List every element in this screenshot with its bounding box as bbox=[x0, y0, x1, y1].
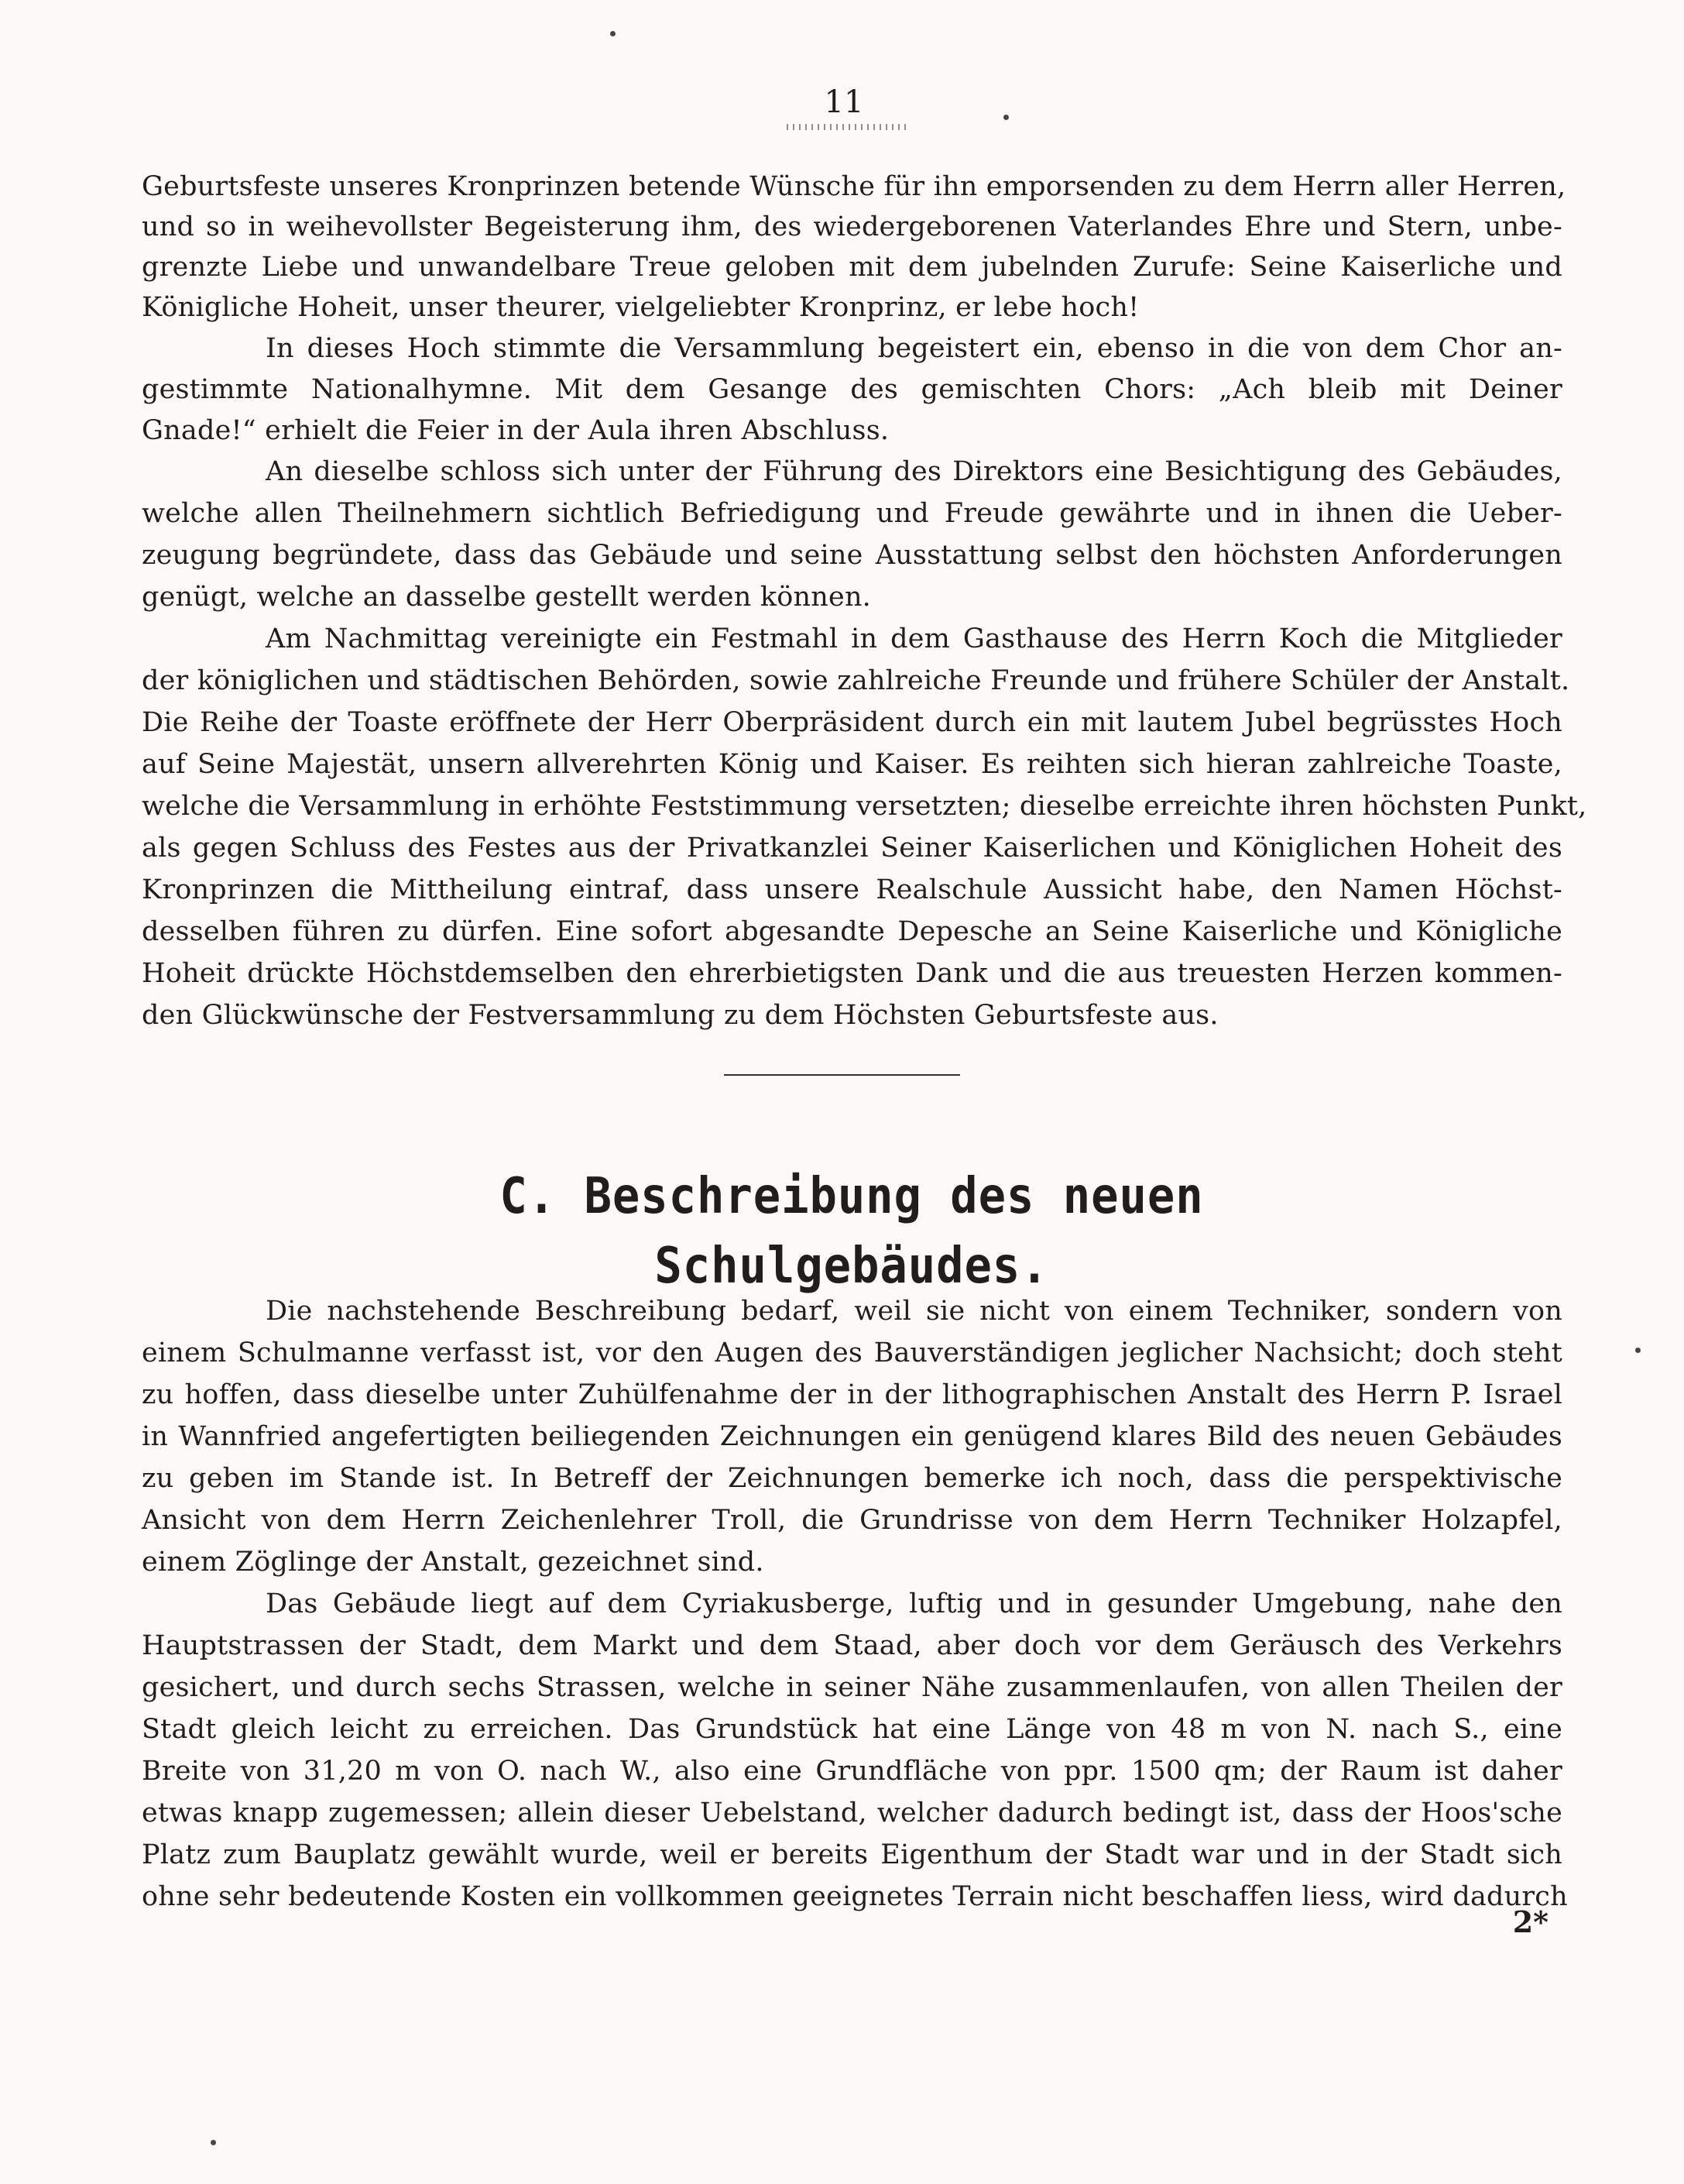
text-line: Ansicht von dem Herrn Zeichenlehrer Troll, die Grundrisse von dem Herrn Techniker Holzapfel, bbox=[142, 1505, 1562, 1536]
text-line: An dieselbe schloss sich unter der Führung des Direktors eine Besichtigung des Gebäudes, bbox=[266, 456, 1562, 487]
print-speck bbox=[1003, 115, 1009, 120]
text-line: grenzte Liebe und unwandelbare Treue geloben mit dem jubelnden Zurufe: Seine Kaiserliche und bbox=[142, 252, 1562, 283]
text-line: welche allen Theilnehmern sichtlich Befriedigung und Freude gewährte und in ihnen die Ueber- bbox=[142, 498, 1562, 529]
page-number-ornament bbox=[782, 124, 906, 130]
text-line: Hauptstrassen der Stadt, dem Markt und dem Staad, aber doch vor dem Geräusch des Verkehrs bbox=[142, 1630, 1562, 1661]
text-line: welche die Versammlung in erhöhte Feststimmung versetzten; dieselbe erreichte ihren höchsten Punkt, bbox=[142, 791, 1587, 822]
text-line: etwas knapp zugemessen; allein dieser Uebelstand, welcher dadurch bedingt ist, dass der Hoos'sche bbox=[142, 1798, 1562, 1829]
text-line: gesichert, und durch sechs Strassen, welche in seiner Nähe zusammenlaufen, von allen Theilen der bbox=[142, 1672, 1562, 1703]
print-speck bbox=[610, 31, 616, 36]
text-line: einem Schulmanne verfasst ist, vor den Augen des Bauverständigen jeglicher Nachsicht; doch steht bbox=[142, 1338, 1562, 1368]
text-line: Die Reihe der Toaste eröffnete der Herr Oberpräsident durch ein mit lautem Jubel begrüsstes Hoch bbox=[142, 707, 1562, 738]
text-line: In dieses Hoch stimmte die Versammlung begeistert ein, ebenso in die von dem Chor an- bbox=[266, 333, 1562, 364]
text-line: Geburtsfeste unseres Kronprinzen betende Wünsche für ihn emporsenden zu dem Herrn aller Herren, bbox=[142, 171, 1566, 202]
text-line: Breite von 31,20 m von O. nach W., also eine Grundfläche von ppr. 1500 qm; der Raum ist daher bbox=[142, 1756, 1562, 1787]
text-line: auf Seine Majestät, unsern allverehrten König und Kaiser. Es reihten sich hieran zahlreiche Toaste, bbox=[142, 749, 1562, 780]
print-speck bbox=[211, 2140, 216, 2145]
text-line: in Wannfried angefertigten beiliegenden Zeichnungen ein genügend klares Bild des neuen Gebäudes bbox=[142, 1421, 1562, 1452]
text-line: Kronprinzen die Mittheilung eintraf, dass unsere Realschule Aussicht habe, den Namen Höchst- bbox=[142, 874, 1562, 905]
print-speck bbox=[1635, 1348, 1641, 1353]
text-line: einem Zöglinge der Anstalt, gezeichnet sind. bbox=[142, 1547, 764, 1578]
text-line: Stadt gleich leicht zu erreichen. Das Grundstück hat eine Länge von 48 m von N. nach S., eine bbox=[142, 1714, 1562, 1745]
text-line: den Glückwünsche der Festversammlung zu dem Höchsten Geburtsfeste aus. bbox=[142, 1000, 1219, 1031]
text-line: zeugung begründete, dass das Gebäude und seine Ausstattung selbst den höchsten Anforderungen bbox=[142, 540, 1562, 571]
text-line: zu hoffen, dass dieselbe unter Zuhülfenahme der in der lithographischen Anstalt des Herrn P. Israel bbox=[142, 1379, 1562, 1410]
text-line: Das Gebäude liegt auf dem Cyriakusberge, luftig und in gesunder Umgebung, nahe den bbox=[266, 1588, 1562, 1619]
text-line: der königlichen und städtischen Behörden, sowie zahlreiche Freunde und frühere Schüler der Anstalt. bbox=[142, 665, 1570, 696]
text-line: ohne sehr bedeutende Kosten ein vollkommen geeignetes Terrain nicht beschaffen liess, wird dadurch bbox=[142, 1881, 1568, 1912]
text-line: Die nachstehende Beschreibung bedarf, weil sie nicht von einem Techniker, sondern von bbox=[266, 1296, 1562, 1327]
section-heading: C. Beschreibung des neuen Schulgebäudes. bbox=[499, 1168, 1204, 1295]
text-line: Königliche Hoheit, unser theurer, vielgeliebter Kronprinz, er lebe hoch! bbox=[142, 292, 1140, 323]
page-number: 11 bbox=[824, 84, 864, 120]
section-divider bbox=[724, 1074, 960, 1076]
text-line: Am Nachmittag vereinigte ein Festmahl in dem Gasthause des Herrn Koch die Mitglieder bbox=[266, 623, 1562, 654]
text-line: und so in weihevollster Begeisterung ihm, des wiedergeborenen Vaterlandes Ehre und Stern, unbe- bbox=[142, 211, 1562, 242]
text-line: Platz zum Bauplatz gewählt wurde, weil er bereits Eigenthum der Stadt war und in der Stadt sich bbox=[142, 1839, 1562, 1870]
text-line: genügt, welche an dasselbe gestellt werden können. bbox=[142, 582, 872, 613]
text-line: zu geben im Stande ist. In Betreff der Zeichnungen bemerke ich noch, dass die perspektivische bbox=[142, 1463, 1562, 1494]
signature-mark: 2* bbox=[1512, 1904, 1549, 1939]
text-line: als gegen Schluss des Festes aus der Privatkanzlei Seiner Kaiserlichen und Königlichen Hoheit des bbox=[142, 833, 1562, 864]
text-line: gestimmte Nationalhymne. Mit dem Gesange des gemischten Chors: „Ach bleib mit Deiner bbox=[142, 374, 1562, 405]
text-line: desselben führen zu dürfen. Eine sofort abgesandte Depesche an Seine Kaiserliche und Königliche bbox=[142, 916, 1562, 947]
text-line: Gnade!“ erhielt die Feier in der Aula ihren Abschluss. bbox=[142, 415, 890, 446]
text-line: Hoheit drückte Höchstdemselben den ehrerbietigsten Dank und die aus treuesten Herzen kommen- bbox=[142, 958, 1562, 989]
